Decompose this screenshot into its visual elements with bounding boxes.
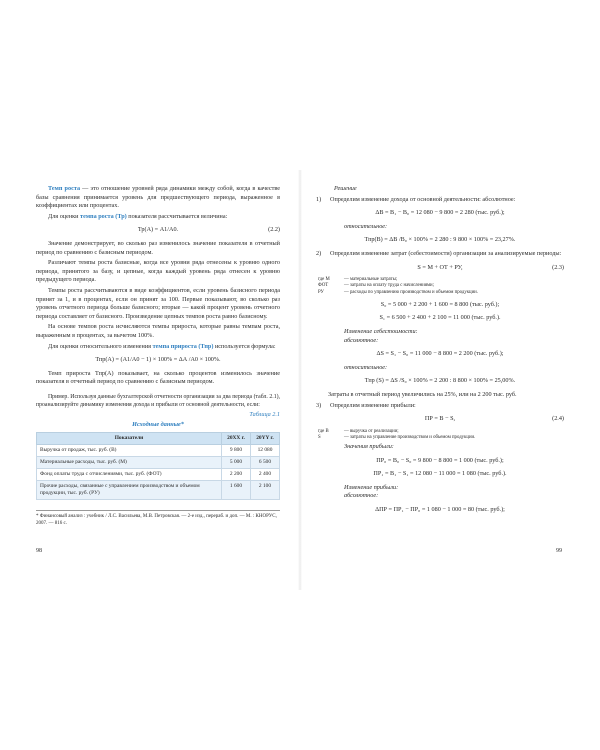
label-profit-values: Значения прибыли: — [344, 443, 394, 451]
legend-row: где В — выручка от реализации; — [318, 428, 399, 434]
step-3: 3) Определим изменение прибыли: — [316, 401, 416, 409]
table-header: 20YY г. — [251, 433, 280, 445]
legend-row: где М — материальные затраты; — [318, 277, 398, 283]
label-profit-change: Изменение прибыли: — [344, 483, 399, 491]
paragraph: Темпы роста рассчитываются в виде коэффициентов, если уровень базисного периода принят за 1, и в процентах, если он принят за 100. Первые показывают, во сколько раз уровень отчетного периода больше базисного; вторые — какой процент уровень отчетного периода составляет от базисного. Произведение цепных темпов роста равно базисному. — [36, 286, 280, 320]
legend-row: S — затраты на управление производством и объемом продукции. — [318, 434, 476, 440]
table-cell: 9 800 — [222, 445, 251, 457]
book-gutter — [298, 170, 302, 590]
label-relative: относительное: — [344, 363, 388, 371]
table-cell: 2 400 — [251, 469, 280, 481]
growth-rate-intro: Для оценки темпа роста (Тр) показателя рассчитывается величина: — [48, 212, 228, 220]
formula-2-4: ПР = В − S, (2.4) — [424, 415, 564, 423]
formula-number: (2.4) — [552, 415, 564, 423]
formula-2-3: S = M + ОТ + РУ, (2.3) — [417, 263, 564, 271]
label-absolute: абсолютное: — [344, 336, 379, 344]
table-cell: Материальные расходы, тыс. руб. (М) — [37, 457, 222, 469]
paragraph: Значение демонстрирует, во сколько раз изменилось значение показателя в отчетный период по сравнению с базисным периодом. — [36, 239, 280, 256]
table-header-row — [37, 433, 280, 445]
table-number: Таблица 2.1 — [249, 410, 280, 418]
table-cell: 2 100 — [251, 481, 280, 500]
table-cell: 1 600 — [222, 481, 251, 500]
table-row — [37, 445, 280, 457]
solution-heading: Решение — [334, 185, 357, 192]
table-cell: Прочие расходы, связанные с управлением производством и объемом продукции, тыс. руб. (PУ) — [37, 481, 222, 500]
example-text: Пример. Используя данные бухгалтерской отчетности организации за два периода (табл. 2.1), проанализируйте динамику изменения дохода и прибыли от основной деятельности, если: — [36, 393, 280, 408]
left-page — [36, 185, 280, 527]
source-data-table — [36, 432, 280, 500]
legend-2-3 — [318, 277, 564, 296]
table-row — [37, 469, 280, 481]
formula-income-rel: Тпр(В) = ΔВ /В₀ × 100% = 2 280 : 9 800 × 100% = 23,27%. — [364, 236, 516, 244]
formula-profit-abs: ΔПР = ПР₁ − ПР₀ = 1 080 − 1 000 = 80 (тыс. руб.); — [375, 506, 505, 514]
table-cell: 12 080 — [251, 445, 280, 457]
legend-row: РУ — расходы по управлению производством и объемом продукции. — [318, 289, 478, 295]
legend-2-4 — [318, 429, 564, 441]
table-title: Исходные данные* — [132, 421, 184, 429]
formula-s0: S₀ = 5 000 + 2 200 + 1 600 = 8 800 (тыс. руб.); — [380, 300, 500, 308]
table-cell: Фонд оплаты труда с отчислениями, тыс. руб. (ФОТ) — [37, 469, 222, 481]
label-absolute: абсолютное: — [344, 492, 379, 500]
page-number-left: 98 — [36, 548, 42, 554]
formula-income-abs: ΔВ = В₁ − В₀ = 12 080 − 9 800 = 2 280 (тыс. руб.); — [375, 209, 505, 217]
paragraph: Темп прироста Тпр(А) показывает, на сколько процентов изменилось значение показателя в отчетный период по сравнению с базисным периодом. — [36, 369, 280, 386]
formula-cost-abs: ΔS = S₁ − S₀ = 11 000 − 8 800 = 2 200 (тыс. руб.); — [376, 350, 504, 358]
growth-rate-definition: Темп роста — это отношение уровней ряда динамики между собой, когда в качестве базы сравнения принимается уровень для предшествующего периода, выраженное в коэффициентах или процентах. — [36, 185, 280, 210]
table-header: Показатели — [37, 433, 222, 445]
formula-increment: Тпр(А) = (А1/А0 − 1) × 100% = ΔА /А0 × 100%. — [95, 356, 221, 364]
right-page — [316, 185, 564, 520]
legend-row: ФОТ — затраты на оплату труда с начислениями; — [318, 283, 434, 289]
table-cell: 5 000 — [222, 457, 251, 469]
step-2: 2) Определим изменение затрат (себестоимости) организации за анализируемые периоды: — [316, 249, 562, 257]
paragraph: Затраты в отчетный период увеличились на 25%, или на 2 200 тыс. руб. — [328, 390, 517, 398]
table-header: 20ХХ г. — [222, 433, 251, 445]
label-cost-change: Изменение себестоимости: — [344, 327, 418, 335]
formula-s1: S₁ = 6 500 + 2 400 + 2 100 = 11 000 (тыс. руб.). — [379, 314, 501, 322]
table-cell: Выручка от продаж, тыс. руб. (В) — [37, 445, 222, 457]
footnote: * Финансовый анализ : учебник / Л.С. Васильева, М.В. Петровская. — 2-е изд., перераб. и доп. — М. : КНОРУС, 2007. — 816 с. — [36, 510, 280, 527]
table-cell: 2 200 — [222, 469, 251, 481]
table-row — [37, 457, 280, 469]
formula-2-2: Тр(А) = А1/А0. (2.2) — [137, 226, 280, 234]
paragraph: Различают темпы роста базисные, когда все уровни ряда отнесены к уровню одного периода, принятого за базу, и цепные, когда каждый уровень ряда отнесен к уровню предыдущего периода. — [36, 259, 280, 284]
step-1: 1) Определим изменение дохода от основной деятельности: абсолютное: — [316, 195, 516, 203]
formula-number: (2.2) — [268, 226, 280, 234]
table-row — [37, 481, 280, 500]
formula-cost-rel: Тпр (S) = ΔS /S₀ × 100% = 2 200 : 8 800 × 100% = 25,00%. — [364, 377, 516, 385]
table-cell: 6 500 — [251, 457, 280, 469]
formula-pr0: ПР₀ = В₀ − S₀ = 9 800 − 8 800 = 1 000 (тыс. руб.); — [376, 456, 504, 464]
formula-pr1: ПР₁ = В₁ − S₁ = 12 080 − 11 000 = 1 080 (тыс. руб.). — [373, 470, 507, 478]
formula-number: (2.3) — [552, 263, 564, 271]
increment-rate-intro: Для оценки относительного изменения темпа прироста (Тпр) используется формула: — [48, 342, 276, 350]
page-number-right: 99 — [556, 548, 562, 554]
label-relative: относительное: — [344, 222, 388, 230]
paragraph: На основе темпов роста исчисляются темпы прироста, которые равны темпам роста, выраженным в процентах, за вычетом 100%. — [36, 323, 280, 339]
